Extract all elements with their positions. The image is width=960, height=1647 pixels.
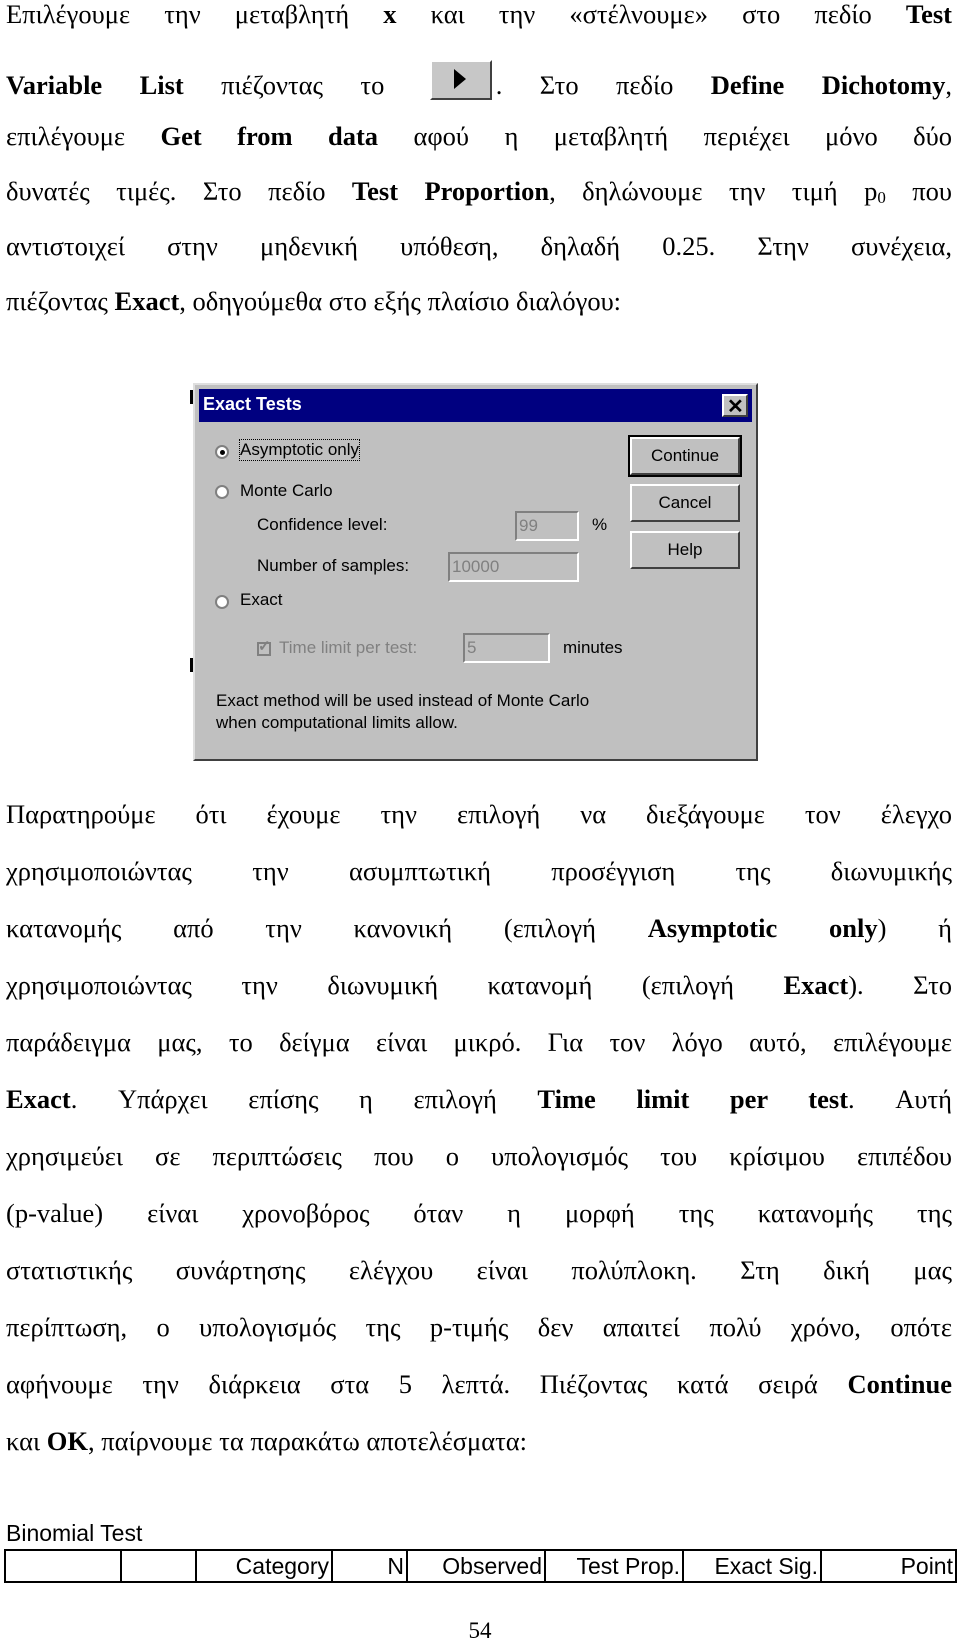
exact-label: Exact [240, 590, 283, 609]
radio-exact[interactable] [215, 595, 229, 609]
text-line: Variable List πιέζοντας το . Στο πεδίο Define Dichotomy, [6, 60, 952, 100]
table-header-cell [5, 1550, 121, 1582]
text-line: περίπτωση, ο υπολογισμός της p-τιμής δεν απαιτεί πολύ χρόνο, οπότε [6, 1312, 952, 1342]
samples-input[interactable]: 10000 [448, 552, 579, 582]
text-line: παράδειγμα μας, το δείγμα είναι μικρό. Για τον λόγο αυτό, επιλέγουμε [6, 1027, 952, 1057]
border-mark [190, 658, 193, 672]
cancel-button[interactable]: Cancel [630, 484, 740, 522]
table-header-cell: Category [196, 1550, 332, 1582]
dialog-titlebar [199, 389, 752, 422]
help-button[interactable]: Help [630, 531, 740, 569]
monte-carlo-label: Monte Carlo [240, 481, 333, 500]
confidence-input[interactable]: 99 [515, 511, 579, 541]
table-header-cell: N [332, 1550, 407, 1582]
samples-label: Number of samples: [257, 556, 410, 575]
dialog-title: Exact Tests [203, 394, 302, 414]
asymptotic-label: Asymptotic only [240, 440, 360, 459]
table-header-cell: Exact Sig. [683, 1550, 821, 1582]
table-header-row [5, 1550, 956, 1582]
page-number: 54 [468, 1618, 492, 1643]
percent-label: % [592, 515, 608, 534]
text-line: Επιλέγουμε την μεταβλητή x και την «στέλνουμε» στο πεδίο Test [6, 0, 952, 29]
time-limit-checkbox[interactable]: ✓ [258, 638, 271, 655]
table-header-cell [121, 1550, 196, 1582]
continue-button[interactable]: Continue [630, 437, 740, 475]
text-line: επιλέγουμε Get from data αφού η μεταβλητή περιέχει μόνο δύο [6, 121, 953, 151]
text-line: δυνατές τιμές. Στο πεδίο Test Proportion, δηλώνουμε την τιμή $p_0$ που [6, 176, 952, 207]
move-to-list-button [426, 60, 492, 100]
table-header-cell: Test Prop. [545, 1550, 683, 1582]
minutes-label: minutes [563, 638, 623, 657]
text-line: αφήνουμε την διάρκεια στα 5 λεπτά. Πιέζοντας κατά σειρά Continue [6, 1369, 952, 1399]
table-title: Binomial Test [6, 1520, 143, 1546]
note-line-2: when computational limits allow. [216, 713, 458, 732]
radio-monte-carlo[interactable] [215, 485, 229, 499]
table-header-cell: Point [821, 1550, 956, 1582]
text-line: πιέζοντας Exact, οδηγούμεθα στο εξής πλαίσιο διαλόγου: [6, 286, 622, 316]
table-header-cell: Observed [407, 1550, 545, 1582]
text-line: χρησιμοποιώντας την διωνυμική κατανομή (επιλογή Exact). Στο [6, 970, 953, 1000]
border-mark [190, 390, 193, 404]
radio-asymptotic[interactable] [215, 445, 229, 459]
confidence-label: Confidence level: [257, 515, 388, 534]
close-icon[interactable]: ✕ [722, 394, 748, 417]
text-line: και OK, παίρνουμε τα παρακάτω αποτελέσματα: [6, 1426, 527, 1456]
text-line: χρησιμοποιώντας την ασυμπτωτική προσέγγιση της διωνυμικής [6, 856, 952, 886]
text-line: χρησιμεύει σε περιπτώσεις που ο υπολογισμός του κρίσιμου επιπέδου [6, 1141, 952, 1171]
time-limit-label: Time limit per test: [279, 638, 418, 657]
time-limit-input[interactable]: 5 [463, 633, 550, 663]
text-line: στατιστικής συνάρτησης ελέγχου είναι πολύπλοκη. Στη δική μας [6, 1255, 952, 1285]
play-arrow-icon [454, 69, 466, 89]
text-line: Παρατηρούμε ότι έχουμε την επιλογή να διεξάγουμε τον έλεγχο [6, 799, 952, 829]
text-line: αντιστοιχεί στην μηδενική υπόθεση, δηλαδή 0.25. Στην συνέχεια, [6, 231, 952, 261]
note-line-1: Exact method will be used instead of Monte Carlo [216, 691, 590, 710]
binomial-test-table [4, 1549, 957, 1583]
text-line: (p-value) είναι χρονοβόρος όταν η μορφή της κατανομής της [6, 1198, 952, 1228]
text-line: κατανομής από την κανονική (επιλογή Asymptotic only) ή [6, 913, 952, 943]
text-line: Exact. Υπάρχει επίσης η επιλογή Time limit per test. Αυτή [6, 1084, 953, 1114]
